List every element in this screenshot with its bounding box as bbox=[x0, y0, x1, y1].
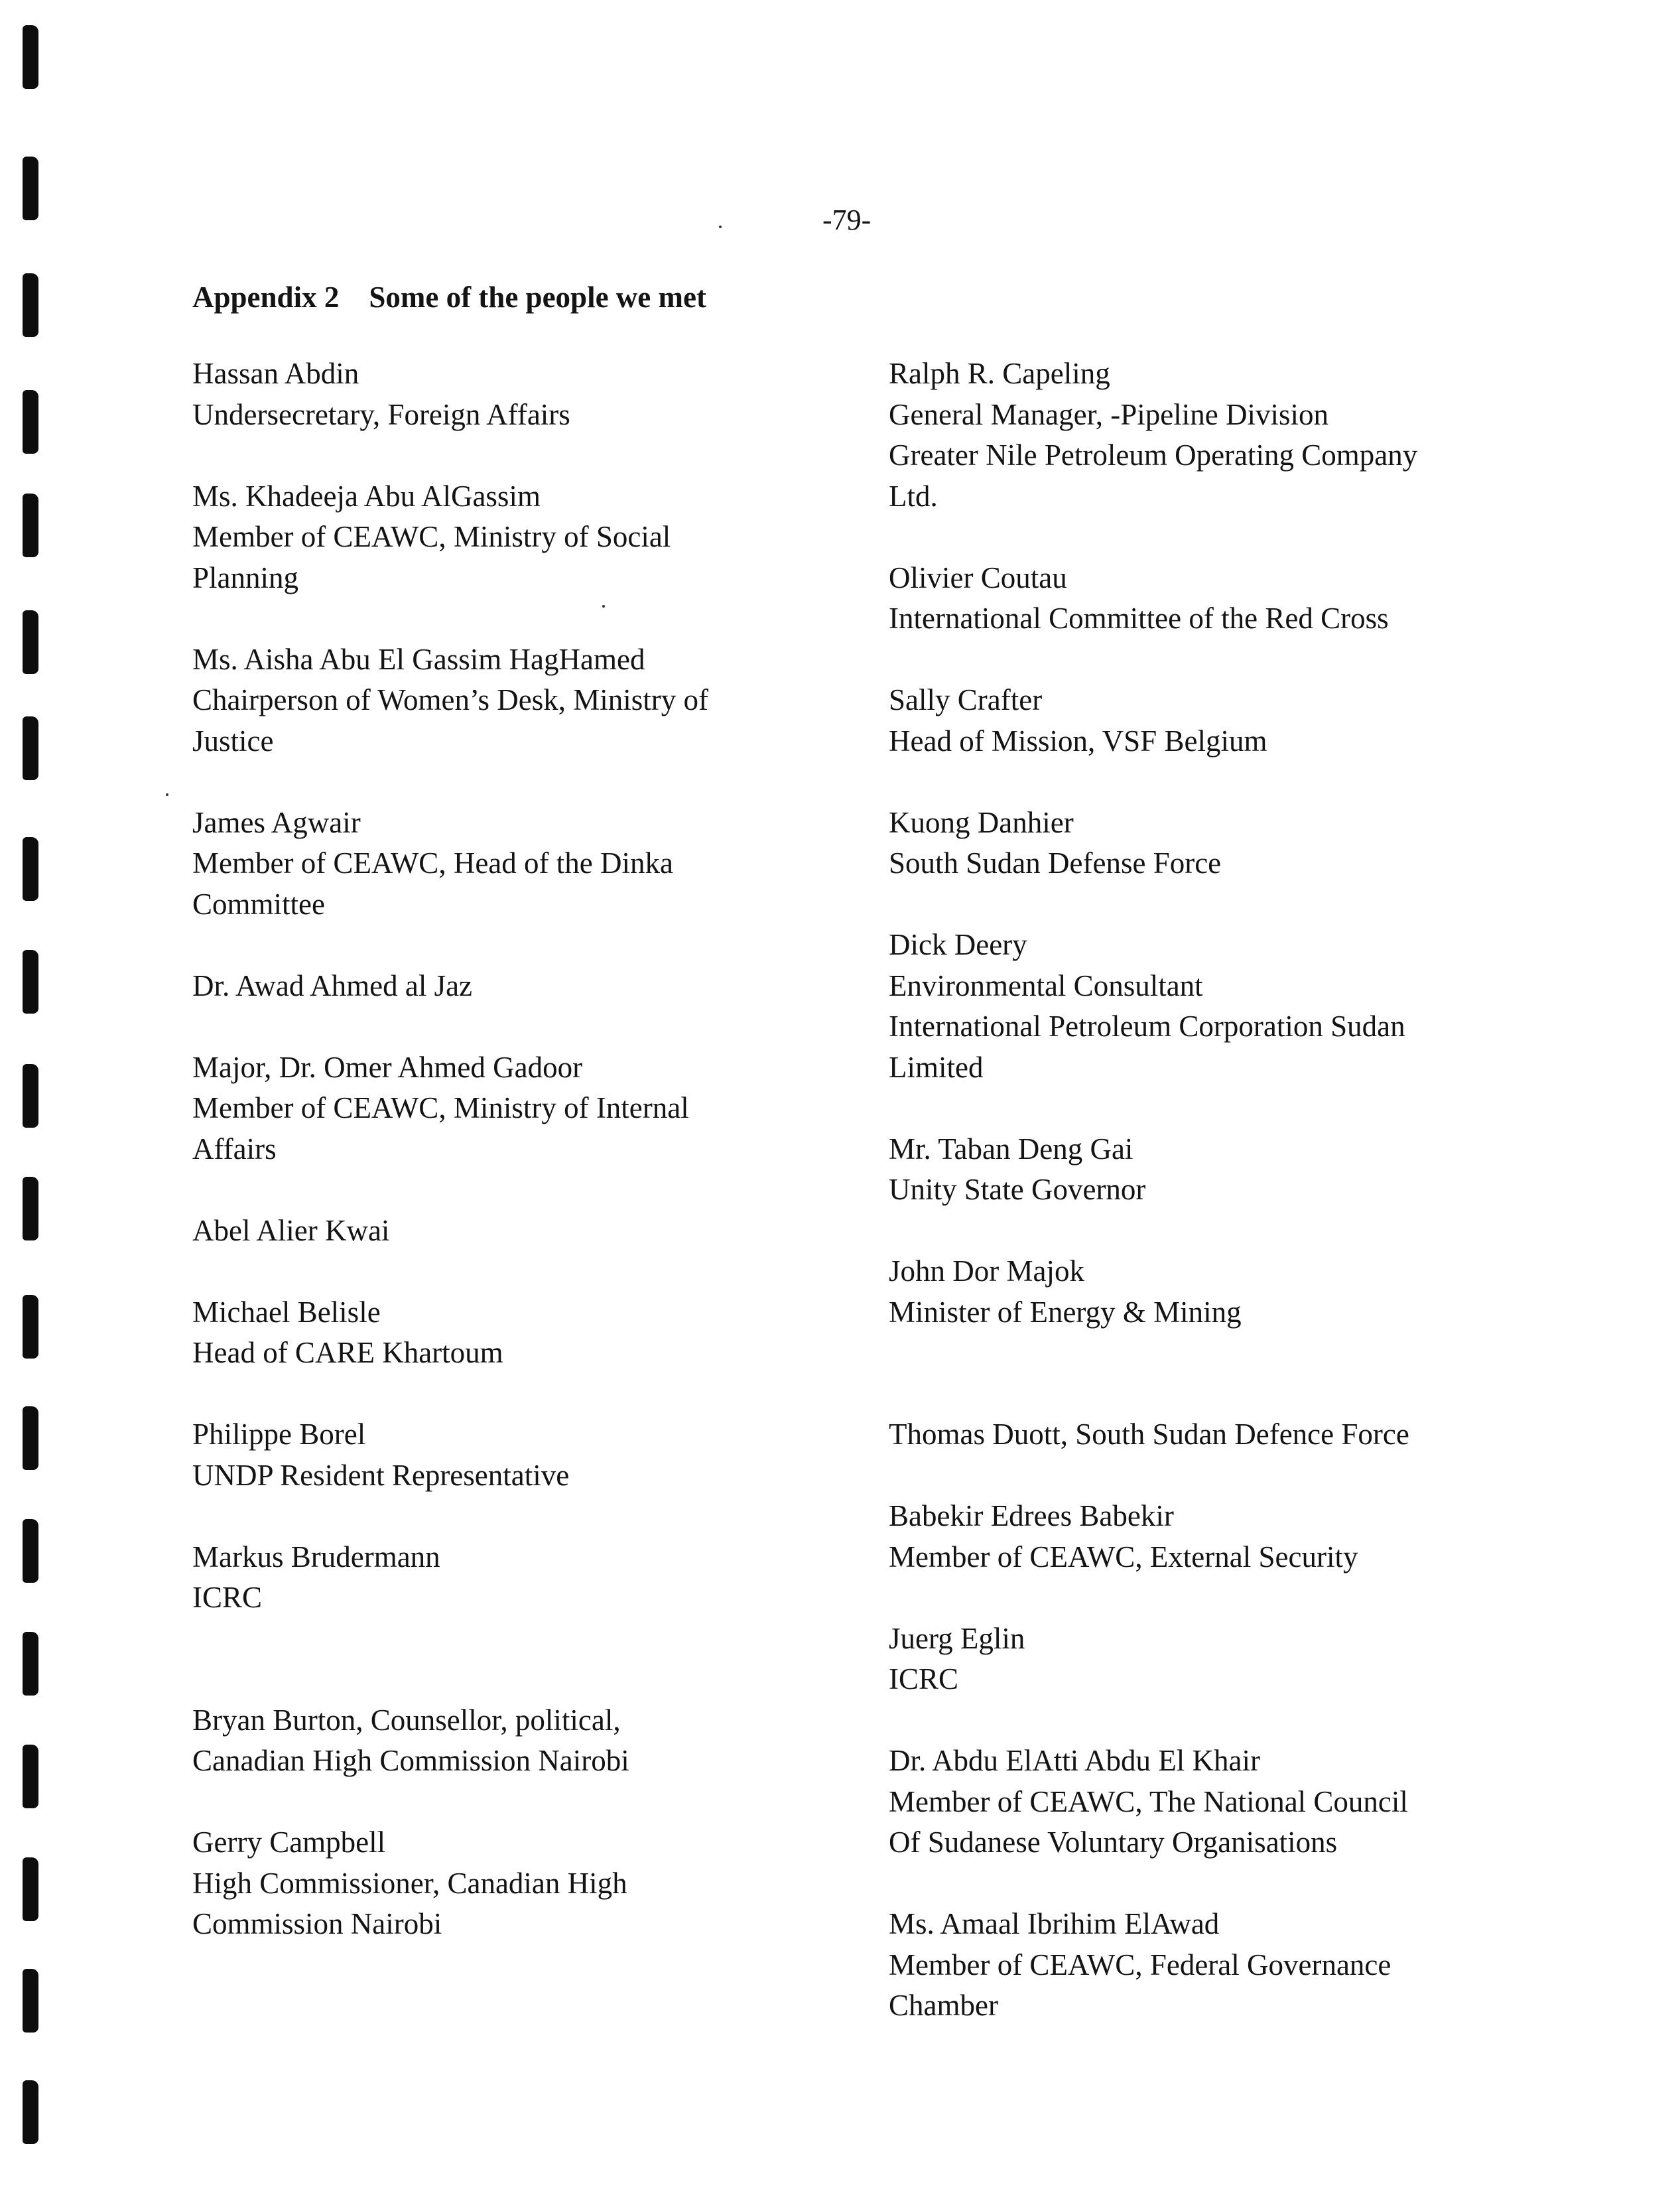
binding-hole bbox=[23, 157, 38, 220]
contact-detail: Member of CEAWC, The National Council bbox=[889, 1784, 1408, 1818]
contact-detail: Of Sudanese Voluntary Organisations bbox=[889, 1826, 1338, 1859]
contact-entry bbox=[192, 639, 708, 762]
contact-entry bbox=[192, 966, 708, 1007]
left-column bbox=[192, 354, 708, 1985]
binding-hole bbox=[23, 390, 38, 454]
contact-entry bbox=[192, 1822, 708, 1945]
contact-detail: Canadian High Commission Nairobi bbox=[192, 1744, 629, 1777]
binding-hole bbox=[23, 1969, 38, 2033]
contact-entry bbox=[889, 1496, 1417, 1577]
contact-entry bbox=[889, 680, 1417, 762]
page-heading: Appendix 2 Some of the people we met bbox=[192, 281, 706, 314]
contact-detail: High Commissioner, Canadian High bbox=[192, 1866, 627, 1900]
binding-hole bbox=[23, 1632, 38, 1696]
contact-name: Gerry Campbell bbox=[192, 1826, 386, 1859]
contact-name: Dick Deery bbox=[889, 928, 1027, 961]
contact-entry bbox=[889, 1741, 1417, 1863]
binding-hole bbox=[23, 1857, 38, 1921]
binding-hole bbox=[23, 2080, 38, 2144]
binding-hole bbox=[23, 494, 38, 557]
contact-detail: Greater Nile Petroleum Operating Company bbox=[889, 438, 1418, 472]
contact-detail: Member of CEAWC, Federal Governance bbox=[889, 1948, 1391, 1981]
binding-hole bbox=[23, 1295, 38, 1359]
scan-speck bbox=[166, 793, 168, 796]
contact-detail: Ltd. bbox=[889, 479, 938, 513]
contact-name: Babekir Edrees Babekir bbox=[889, 1499, 1174, 1532]
contact-name: Dr. Awad Ahmed al Jaz bbox=[192, 968, 473, 1002]
contact-name: Thomas Duott, South Sudan Defence Force bbox=[889, 1418, 1409, 1451]
contact-name: Abel Alier Kwai bbox=[192, 1213, 390, 1247]
contact-detail: Planning bbox=[192, 561, 299, 594]
contact-entry bbox=[192, 476, 708, 599]
contact-name: Markus Brudermann bbox=[192, 1540, 440, 1573]
contact-detail: International Petroleum Corporation Sudan bbox=[889, 1010, 1405, 1043]
contact-entry bbox=[889, 1904, 1417, 2027]
contact-detail: Commission Nairobi bbox=[192, 1907, 442, 1940]
contact-detail: Member of CEAWC, Ministry of Internal bbox=[192, 1091, 689, 1124]
contact-detail: Environmental Consultant bbox=[889, 968, 1203, 1002]
contact-detail: Unity State Governor bbox=[889, 1173, 1146, 1206]
contact-entry bbox=[889, 558, 1417, 639]
contact-detail: ICRC bbox=[192, 1581, 263, 1614]
contact-detail: Member of CEAWC, External Security bbox=[889, 1540, 1358, 1573]
contact-name: Ms. Khadeeja Abu AlGassim bbox=[192, 479, 541, 513]
contact-detail: Undersecretary, Foreign Affairs bbox=[192, 397, 570, 431]
contact-name: Michael Belisle bbox=[192, 1295, 381, 1329]
contact-name: Bryan Burton, Counsellor, political, bbox=[192, 1703, 621, 1737]
contact-name: Ms. Aisha Abu El Gassim HagHamed bbox=[192, 642, 645, 676]
contact-entry bbox=[889, 925, 1417, 1088]
contact-entry bbox=[192, 1211, 708, 1252]
contact-name: Sally Crafter bbox=[889, 683, 1043, 716]
contact-name: James Agwair bbox=[192, 805, 361, 839]
contact-name: Olivier Coutau bbox=[889, 561, 1067, 594]
contact-detail: UNDP Resident Representative bbox=[192, 1458, 570, 1492]
contact-entry bbox=[889, 1619, 1417, 1700]
contact-detail: Member of CEAWC, Head of the Dinka bbox=[192, 846, 673, 880]
binding-hole bbox=[23, 1519, 38, 1583]
binding-hole bbox=[23, 950, 38, 1014]
contact-detail: South Sudan Defense Force bbox=[889, 846, 1222, 880]
contact-entry bbox=[192, 1047, 708, 1170]
binding-hole bbox=[23, 25, 38, 89]
contact-name: Mr. Taban Deng Gai bbox=[889, 1132, 1133, 1166]
contact-name: Dr. Abdu ElAtti Abdu El Khair bbox=[889, 1744, 1260, 1777]
page-number: -79- bbox=[822, 204, 872, 236]
contact-entry bbox=[889, 803, 1417, 884]
contact-detail: Chairperson of Women’s Desk, Ministry of bbox=[192, 683, 708, 716]
contact-entry bbox=[192, 1292, 708, 1374]
contact-detail: ICRC bbox=[889, 1662, 959, 1696]
binding-hole bbox=[23, 610, 38, 674]
contact-detail: Head of Mission, VSF Belgium bbox=[889, 724, 1267, 758]
contact-name: Ms. Amaal Ibrihim ElAwad bbox=[889, 1907, 1220, 1940]
contact-name: Kuong Danhier bbox=[889, 805, 1074, 839]
contact-entry bbox=[192, 1537, 708, 1619]
scan-speck bbox=[719, 226, 722, 228]
contact-detail: Chamber bbox=[889, 1989, 998, 2022]
contact-name: Hassan Abdin bbox=[192, 357, 359, 390]
contact-name: Ralph R. Capeling bbox=[889, 357, 1110, 390]
contact-entry bbox=[889, 1129, 1417, 1211]
contact-entry bbox=[192, 803, 708, 925]
contact-detail: General Manager, -Pipeline Division bbox=[889, 397, 1329, 431]
contact-entry bbox=[192, 1700, 708, 1782]
contact-name: Philippe Borel bbox=[192, 1418, 366, 1451]
contact-name: Major, Dr. Omer Ahmed Gadoor bbox=[192, 1050, 583, 1084]
contact-entry bbox=[889, 1251, 1417, 1333]
binding-hole bbox=[23, 1064, 38, 1128]
binding-hole bbox=[23, 837, 38, 901]
binding-hole bbox=[23, 716, 38, 780]
contact-name: Juerg Eglin bbox=[889, 1621, 1025, 1655]
contact-detail: Committee bbox=[192, 887, 325, 921]
contact-detail: Affairs bbox=[192, 1132, 277, 1166]
contact-detail: International Committee of the Red Cross bbox=[889, 602, 1389, 635]
binding-hole bbox=[23, 273, 38, 337]
binding-hole bbox=[23, 1177, 38, 1240]
contact-detail: Member of CEAWC, Ministry of Social bbox=[192, 520, 671, 553]
contact-detail: Minister of Energy & Mining bbox=[889, 1295, 1242, 1329]
binding-hole bbox=[23, 1406, 38, 1470]
contact-entry bbox=[192, 1414, 708, 1496]
contact-name: John Dor Majok bbox=[889, 1254, 1084, 1288]
contact-detail: Head of CARE Khartoum bbox=[192, 1336, 503, 1369]
contact-entry bbox=[889, 354, 1417, 517]
contact-detail: Justice bbox=[192, 724, 274, 758]
binding-holes bbox=[0, 0, 53, 2203]
right-column bbox=[889, 354, 1417, 2067]
contact-entry bbox=[192, 354, 708, 435]
contact-entry bbox=[889, 1414, 1417, 1455]
contact-detail: Limited bbox=[889, 1050, 984, 1084]
binding-hole bbox=[23, 1745, 38, 1808]
